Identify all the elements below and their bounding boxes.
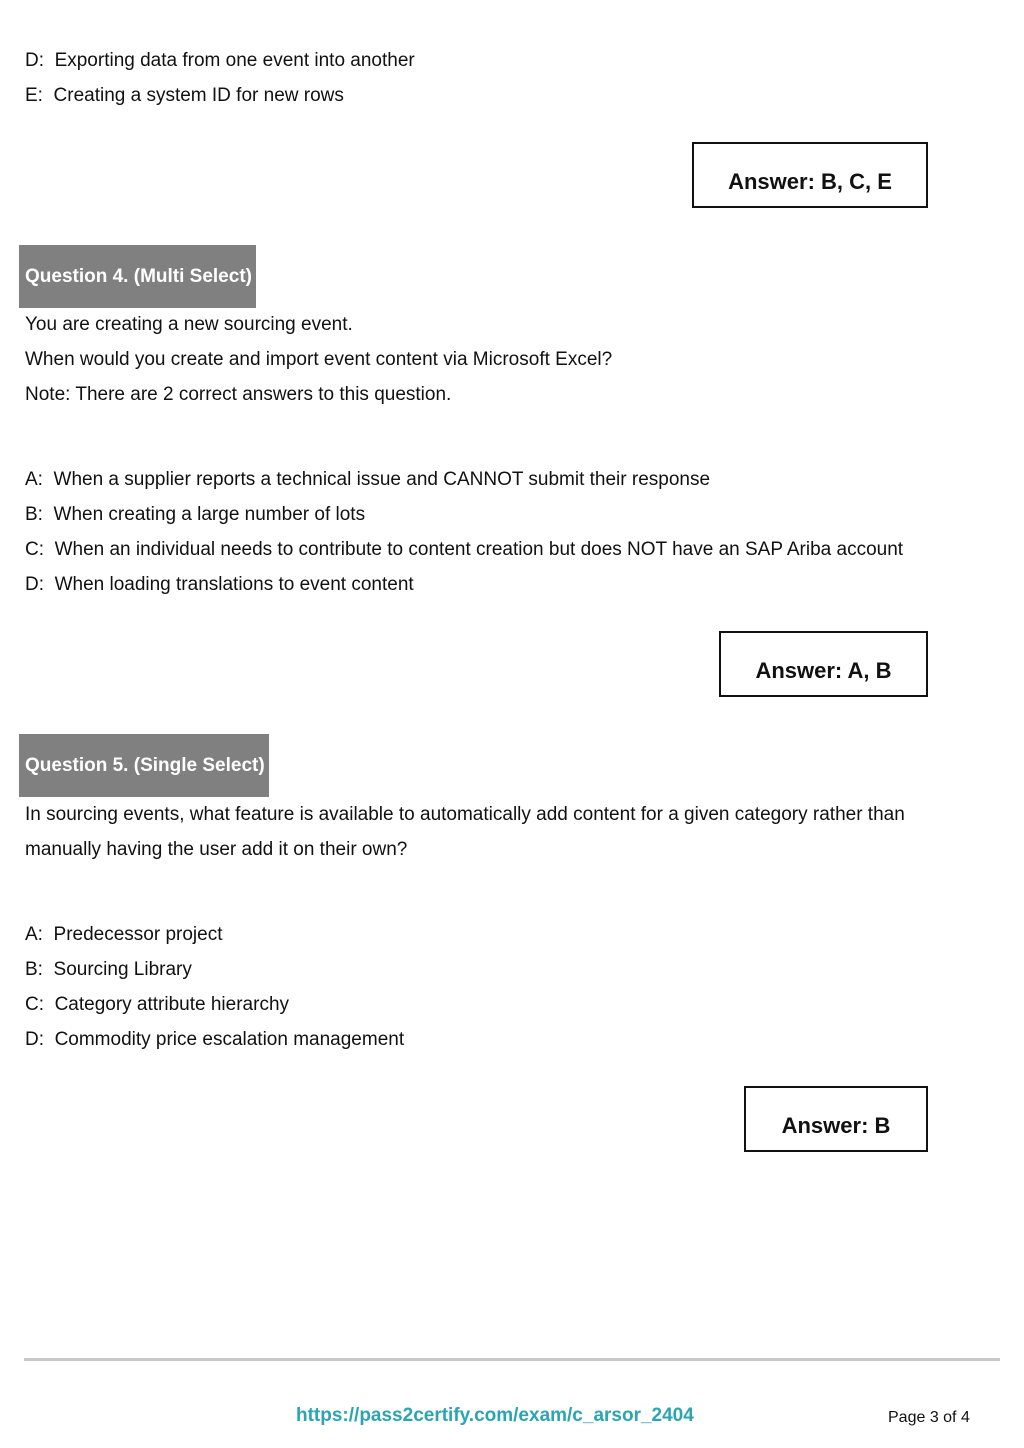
option-text: Commodity price escalation management bbox=[54, 1029, 405, 1050]
option-letter: B: bbox=[25, 504, 43, 525]
option-letter: B: bbox=[25, 959, 43, 980]
option-text: When loading translations to event content bbox=[54, 574, 414, 595]
question-4-header: Question 4. (Multi Select) bbox=[19, 245, 256, 308]
question-5-option-d bbox=[25, 1029, 404, 1051]
question-5-option-a bbox=[25, 924, 222, 946]
option-d bbox=[25, 50, 415, 72]
footer-exam-link[interactable]: https://pass2certify.com/exam/c_arsor_2404 bbox=[296, 1405, 694, 1426]
option-text: When an individual needs to contribute to content creation but does NOT have an SAP Ariba account bbox=[54, 539, 904, 560]
option-letter: E: bbox=[25, 85, 43, 106]
question-4-option-c bbox=[25, 539, 903, 561]
answer-box-q5: Answer: B bbox=[744, 1086, 928, 1152]
question-5-prompt-line-1: In sourcing events, what feature is available to automatically add content for a given category rather than bbox=[25, 804, 905, 825]
footer-divider bbox=[24, 1358, 1000, 1361]
question-5-option-c bbox=[25, 994, 289, 1016]
question-4-option-a bbox=[25, 469, 710, 491]
option-text: Predecessor project bbox=[53, 924, 223, 945]
option-text: Category attribute hierarchy bbox=[54, 994, 290, 1015]
question-5-prompt-line-2: manually having the user add it on their own? bbox=[25, 839, 408, 860]
option-letter: C: bbox=[25, 994, 44, 1015]
option-text: When creating a large number of lots bbox=[53, 504, 366, 525]
question-5-option-b bbox=[25, 959, 192, 981]
option-letter: D: bbox=[25, 574, 44, 595]
question-4-option-d bbox=[25, 574, 414, 596]
option-letter: D: bbox=[25, 1029, 44, 1050]
question-4-note: Note: There are 2 correct answers to this question. bbox=[25, 384, 452, 405]
answer-box-q3: Answer: B, C, E bbox=[692, 142, 928, 208]
option-e bbox=[25, 85, 344, 107]
question-5-header: Question 5. (Single Select) bbox=[19, 734, 269, 797]
option-text: When a supplier reports a technical issue and CANNOT submit their response bbox=[53, 469, 711, 490]
option-text: Exporting data from one event into another bbox=[54, 50, 415, 71]
question-4-prompt-line-2: When would you create and import event content via Microsoft Excel? bbox=[25, 349, 613, 370]
question-4-option-b bbox=[25, 504, 365, 526]
answer-box-q4: Answer: A, B bbox=[719, 631, 928, 697]
page-number: Page 3 of 4 bbox=[888, 1409, 970, 1426]
option-letter: C: bbox=[25, 539, 44, 560]
option-letter: A: bbox=[25, 469, 43, 490]
option-text: Creating a system ID for new rows bbox=[53, 85, 344, 106]
option-text: Sourcing Library bbox=[53, 959, 192, 980]
question-4-prompt-line-1: You are creating a new sourcing event. bbox=[25, 314, 353, 335]
option-letter: D: bbox=[25, 50, 44, 71]
option-letter: A: bbox=[25, 924, 43, 945]
